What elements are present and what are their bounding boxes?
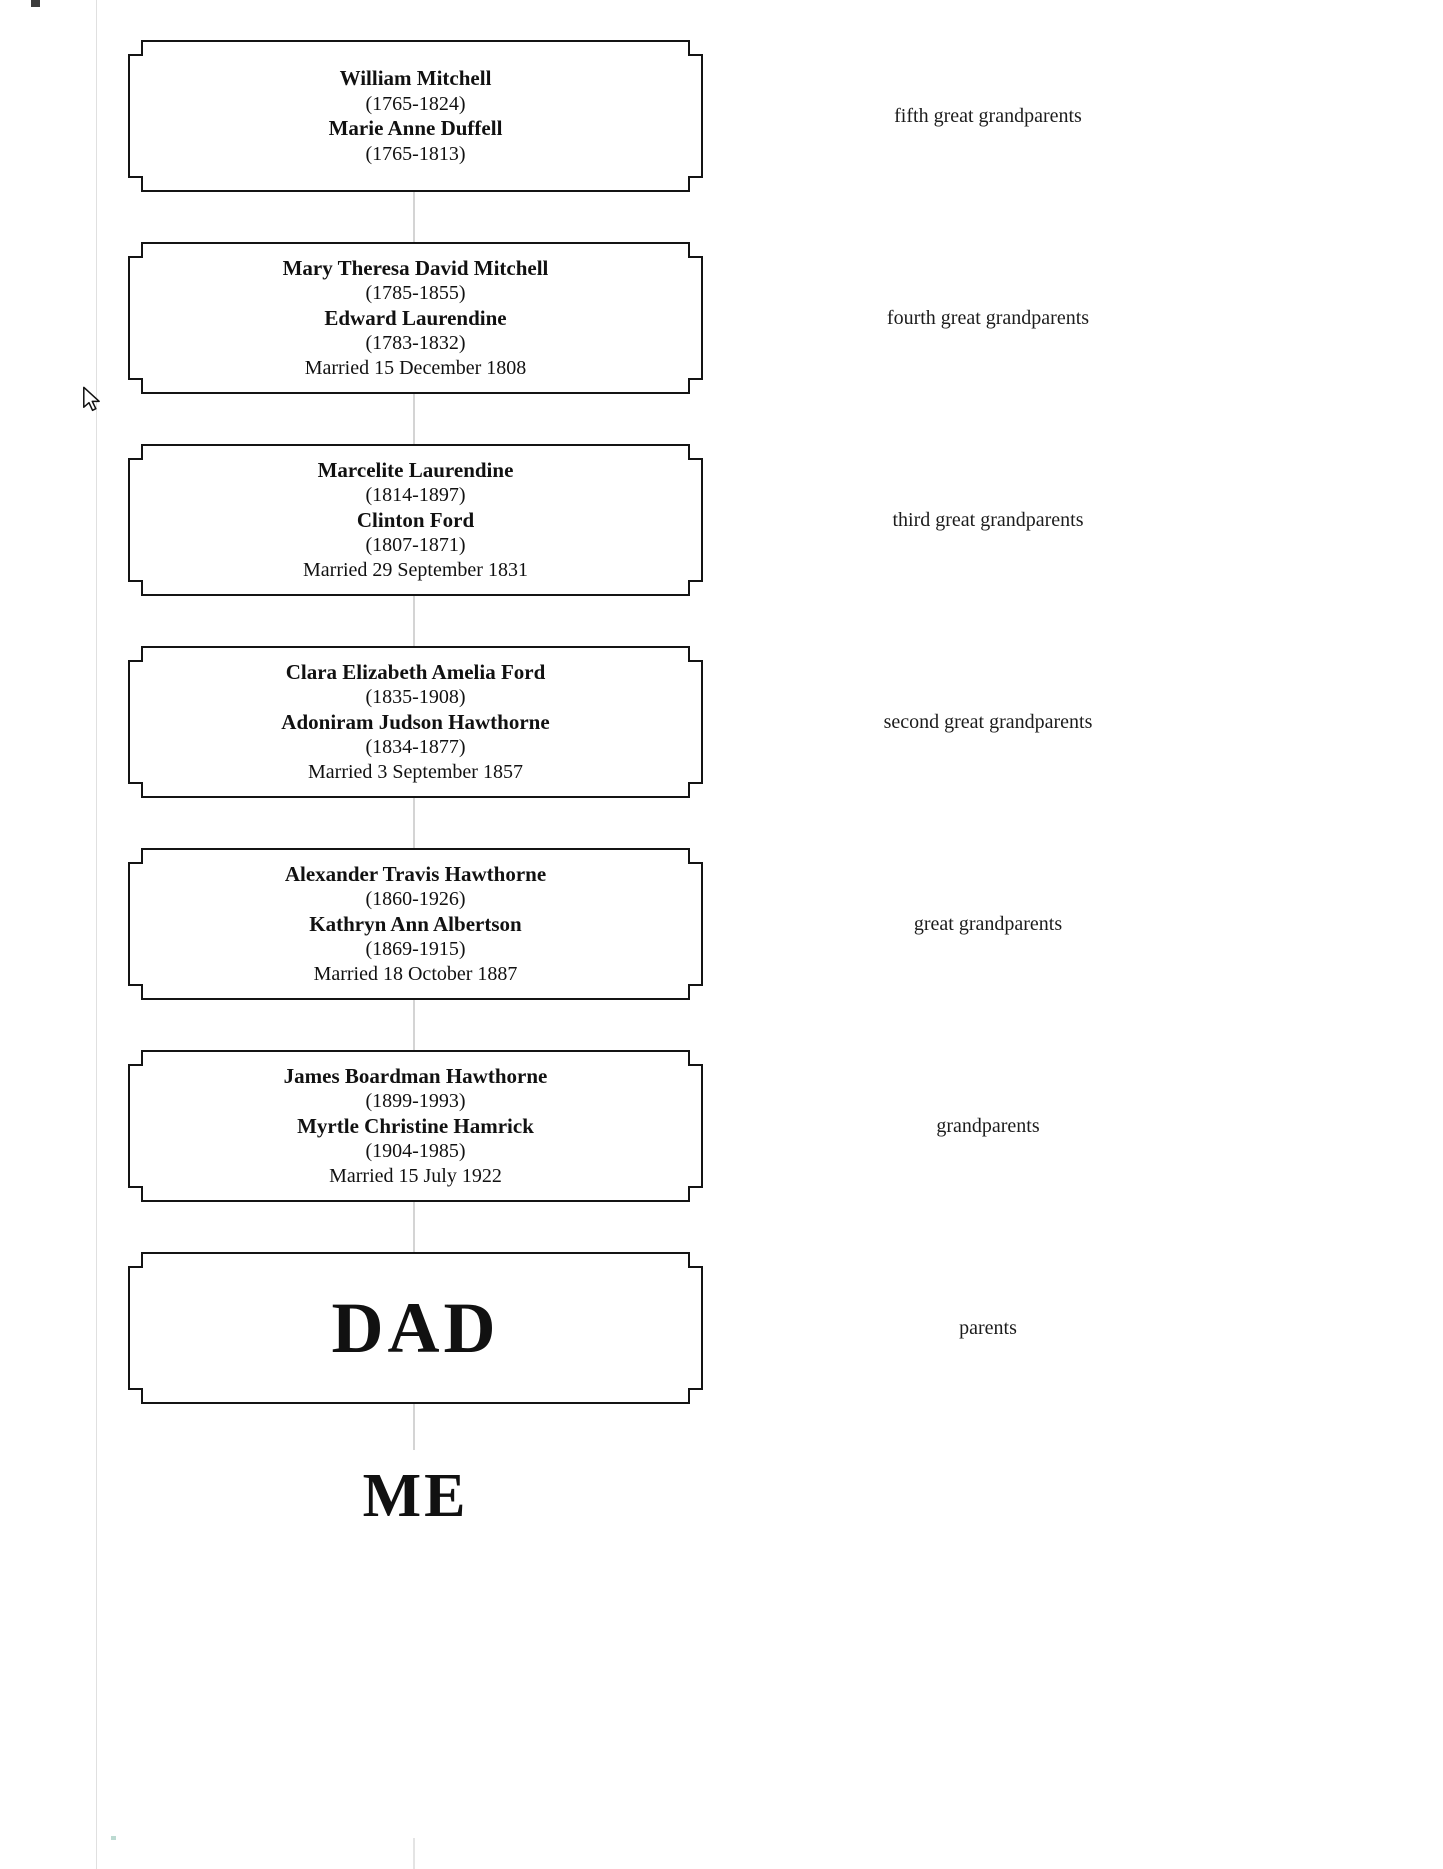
- generation-row: [0, 1050, 1443, 1202]
- generation-row: [0, 444, 1443, 596]
- relation-label: third great grandparents: [892, 508, 1084, 531]
- ancestor-box: [128, 1050, 703, 1202]
- person-name: Clara Elizabeth Amelia Ford: [285, 659, 546, 684]
- parents-box: [128, 1252, 703, 1404]
- ancestor-box-content: [128, 646, 703, 798]
- person-name: James Boardman Hawthorne: [283, 1063, 548, 1088]
- person-name: Clinton Ford: [356, 507, 475, 532]
- generation-row: [0, 646, 1443, 798]
- ancestor-box: [128, 242, 703, 394]
- person-name: Marcelite Laurendine: [317, 457, 514, 482]
- marriage-date: Married 15 December 1808: [304, 356, 527, 379]
- person-years: (1814-1897): [365, 484, 466, 507]
- generation-row: [0, 1252, 1443, 1404]
- marriage-date: Married 3 September 1857: [308, 760, 523, 783]
- relation-label: second great grandparents: [883, 710, 1093, 733]
- person-name: William Mitchell: [339, 66, 492, 90]
- generation-row: [0, 848, 1443, 1000]
- person-name: Kathryn Ann Albertson: [309, 911, 522, 936]
- person-years: (1765-1824): [365, 92, 466, 115]
- ancestor-box-content: [128, 444, 703, 596]
- ancestor-box-content: [128, 1050, 703, 1202]
- mouse-cursor: [80, 386, 104, 412]
- person-name: Edward Laurendine: [324, 305, 507, 330]
- ancestor-box-content: [128, 848, 703, 1000]
- person-years: (1860-1926): [365, 888, 466, 911]
- person-years: (1904-1985): [365, 1140, 466, 1163]
- person-years: (1899-1993): [365, 1090, 466, 1113]
- generation-row: [0, 40, 1443, 192]
- person-name: Marie Anne Duffell: [328, 116, 503, 140]
- screen-artifact: [111, 1836, 116, 1840]
- relation-label: parents: [959, 1316, 1017, 1339]
- ancestor-box: [128, 444, 703, 596]
- generation-row: [0, 242, 1443, 394]
- relation-label: great grandparents: [913, 912, 1063, 935]
- person-years: (1835-1908): [365, 686, 466, 709]
- person-years: (1807-1871): [365, 534, 466, 557]
- relation-label: fourth great grandparents: [886, 306, 1090, 329]
- parents-box-content: [128, 1252, 703, 1404]
- person-years: (1765-1813): [365, 142, 466, 165]
- person-name: Mary Theresa David Mitchell: [282, 255, 549, 280]
- marriage-date: Married 15 July 1922: [329, 1164, 502, 1187]
- connector-line-tail: [413, 1838, 415, 1869]
- person-name: Adoniram Judson Hawthorne: [281, 709, 550, 734]
- ancestor-box: [128, 848, 703, 1000]
- person-name: Myrtle Christine Hamrick: [297, 1113, 534, 1138]
- screen-artifact: [31, 0, 40, 7]
- dad-label: DAD: [331, 1288, 500, 1368]
- me-row: [128, 1448, 703, 1544]
- ancestor-box: [128, 40, 703, 192]
- relation-label: fifth great grandparents: [894, 104, 1082, 127]
- marriage-date: Married 18 October 1887: [313, 962, 518, 985]
- ancestor-box-content: [128, 242, 703, 394]
- marriage-date: Married 29 September 1831: [303, 558, 528, 581]
- person-years: (1834-1877): [365, 736, 466, 759]
- relation-label: grandparents: [936, 1114, 1040, 1137]
- person-years: (1783-1832): [365, 332, 466, 355]
- me-label: ME: [349, 1465, 483, 1527]
- ancestor-box: [128, 646, 703, 798]
- person-years: (1869-1915): [365, 938, 466, 961]
- ancestor-box-content: [128, 40, 703, 192]
- person-years: (1785-1855): [365, 282, 466, 305]
- person-name: Alexander Travis Hawthorne: [284, 861, 547, 886]
